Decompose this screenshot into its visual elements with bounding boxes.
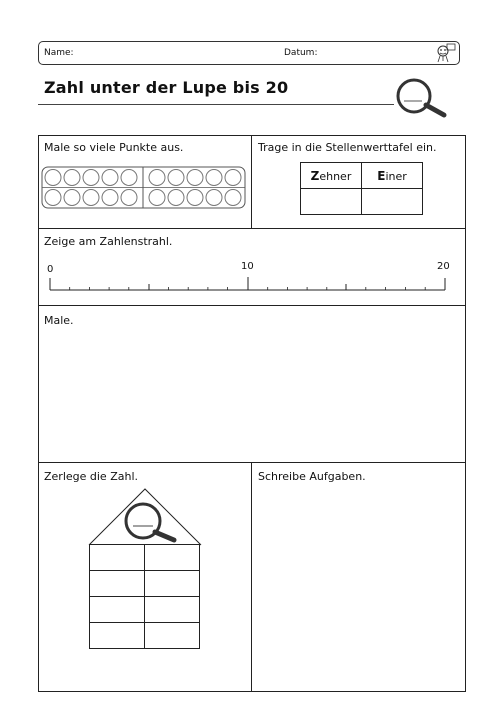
- input-zehner[interactable]: [301, 189, 362, 215]
- tick-label-20: 20: [437, 261, 450, 272]
- date-label: Datum:: [284, 48, 318, 58]
- house-cell[interactable]: [90, 545, 145, 571]
- divider: [251, 462, 252, 692]
- header-box: [38, 41, 460, 65]
- house-cell[interactable]: [145, 571, 200, 597]
- house-cell[interactable]: [145, 597, 200, 623]
- place-value-title: Trage in die Stellenwerttafel ein.: [258, 141, 437, 154]
- divider: [38, 462, 466, 463]
- tick-label-10: 10: [241, 261, 254, 272]
- divider: [251, 135, 252, 228]
- decompose-house-table: [89, 544, 200, 649]
- name-label: Name:: [44, 48, 74, 58]
- house-cell[interactable]: [90, 623, 145, 649]
- tasks-area[interactable]: [253, 488, 463, 688]
- tick-label-0: 0: [47, 264, 54, 275]
- header-einer: Einer: [362, 163, 423, 189]
- tasks-title: Schreibe Aufgaben.: [258, 470, 366, 483]
- twenty-frame[interactable]: [41, 166, 249, 211]
- house-cell[interactable]: [145, 545, 200, 571]
- house-cell[interactable]: [90, 571, 145, 597]
- page-title: Zahl unter der Lupe bis 20: [44, 78, 289, 97]
- magnifier-icon: [394, 75, 454, 119]
- draw-title: Male.: [44, 314, 74, 327]
- place-value-table: [300, 162, 423, 215]
- divider: [38, 305, 466, 306]
- drawing-area[interactable]: [40, 334, 464, 460]
- input-einer[interactable]: [362, 189, 423, 215]
- number-line[interactable]: [48, 274, 450, 296]
- header-zehner: Zehner: [301, 163, 362, 189]
- house-roof: [88, 488, 202, 546]
- dots-title: Male so viele Punkte aus.: [44, 141, 184, 154]
- title-underline: [38, 104, 394, 105]
- divider: [38, 228, 466, 229]
- house-cell[interactable]: [90, 597, 145, 623]
- decompose-title: Zerlege die Zahl.: [44, 470, 138, 483]
- house-cell[interactable]: [145, 623, 200, 649]
- number-line-title: Zeige am Zahlenstrahl.: [44, 235, 173, 248]
- mascot-icon: [432, 42, 458, 64]
